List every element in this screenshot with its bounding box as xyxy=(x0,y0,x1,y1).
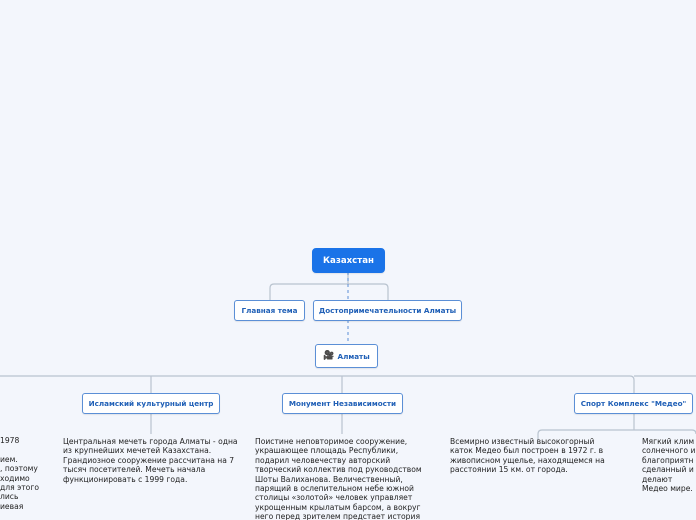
monument-node[interactable] xyxy=(282,393,403,414)
mosque-node[interactable] xyxy=(82,393,220,414)
right-cut-note: Мягкий клим солнечного и благоприятн сделанный и делают Медео мире. xyxy=(642,437,696,494)
left-cut-line: 1978 xyxy=(0,436,20,445)
monument-note: Поистине неповторимое сооружение, украшающее площадь Республики, подарил человечеству авторский творческий коллектив под руководством Шоты Валиханова. Величественный, парящий в ослепительном небе южной столицы «золотой» человек управляет укрощенным крылатым барсом, а вокруг него перед зрителем предстает история xyxy=(255,437,422,520)
left-cut-line xyxy=(0,445,44,454)
medeo-note: Всемирно известный высокогорный каток Медео был построен в 1972 г. в живописном ущелье, находящемся на расстоянии 15 км. от города. xyxy=(450,437,605,475)
left-cut-line: для этого xyxy=(0,483,39,493)
left-cut-note xyxy=(0,436,44,511)
left-cut-line: ием. xyxy=(0,454,18,464)
left-cut-line: , поэтому xyxy=(0,464,38,474)
left-cut-line: лись xyxy=(0,492,19,502)
main-topic-label: Главная тема xyxy=(241,306,298,315)
attractions-label: Достопримечательности Алматы xyxy=(318,306,457,315)
mosque-note: Центральная мечеть города Алматы - одна из крупнейших мечетей Казахстана. Грандиозное сооружение рассчитана на 7 тысяч посетителей. Мечеть начала функционировать с 1999 года. xyxy=(63,437,238,484)
main-topic-node[interactable] xyxy=(234,300,305,321)
camera-film-icon: 🎥 xyxy=(323,351,335,361)
medeo-label: Спорт Комплекс "Медео" xyxy=(580,399,687,408)
monument-label: Монумент Независимости xyxy=(288,399,397,408)
city-branch-connector xyxy=(0,376,634,394)
root-branch-connector xyxy=(270,272,388,300)
attractions-node[interactable] xyxy=(313,300,462,321)
left-cut-line: иевая xyxy=(0,501,24,511)
city-label: Алматы xyxy=(337,351,370,361)
root-topic-label: Казахстан xyxy=(323,255,374,266)
left-cut-line: ходимо xyxy=(0,473,30,483)
medeo-node[interactable] xyxy=(574,393,693,414)
city-node[interactable] xyxy=(315,344,378,368)
mosque-label: Исламский культурный центр xyxy=(88,399,214,408)
root-topic-node[interactable] xyxy=(312,248,385,273)
